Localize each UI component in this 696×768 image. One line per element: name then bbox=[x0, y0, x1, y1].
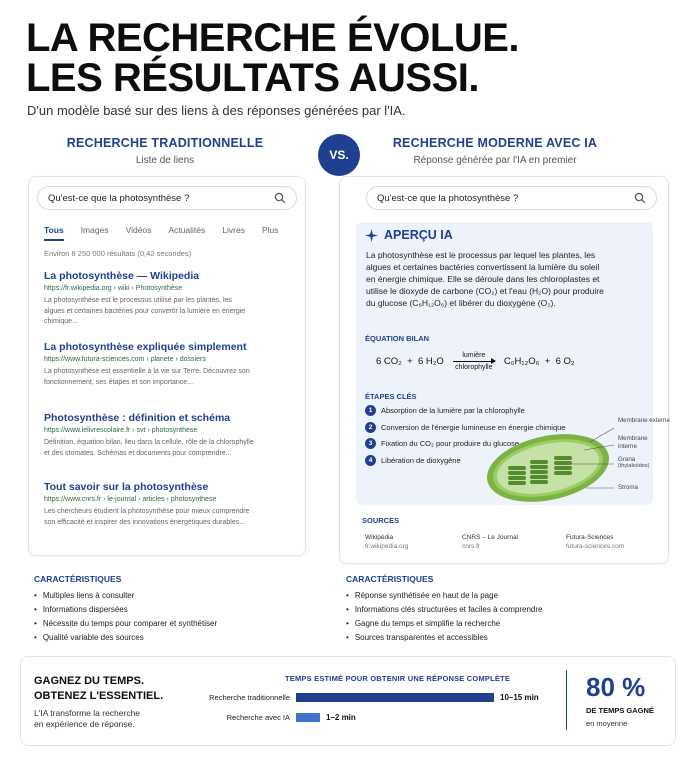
characteristic-item: • Gagne du temps et simplifie la recherche bbox=[346, 616, 542, 630]
result-title[interactable]: La photosynthèse — Wikipedia bbox=[44, 270, 200, 282]
right-characteristics-title: CARACTÉRISTIQUES bbox=[346, 574, 434, 584]
search-result bbox=[44, 481, 254, 528]
step-number: 3 bbox=[365, 438, 376, 449]
step-number: 4 bbox=[365, 455, 376, 466]
tab-livres[interactable]: Livres bbox=[222, 225, 245, 235]
right-characteristics-list bbox=[346, 588, 542, 644]
characteristic-item: • Sources transparentes et accessibles bbox=[346, 630, 542, 644]
result-title[interactable]: Photosynthèse : définition et schéma bbox=[44, 412, 231, 424]
result-description: Les chercheurs étudient la photosynthèse pour mieux comprendre son efficacité et inspirer des innovations énergétiques durables... bbox=[44, 508, 250, 526]
bar-value-label: 1–2 min bbox=[326, 713, 356, 722]
banner-title-line-1: GAGNEZ DU TEMPS. bbox=[34, 675, 145, 687]
source-name: Wikipédia bbox=[365, 534, 394, 541]
right-column-heading bbox=[360, 136, 630, 166]
time-saved-label: DE TEMPS GAGNÉ bbox=[586, 706, 654, 715]
sparkle-icon bbox=[365, 229, 378, 242]
source-item[interactable] bbox=[566, 533, 624, 551]
search-tabs bbox=[44, 225, 296, 241]
characteristic-item: • Nécessite du temps pour comparer et synthétiser bbox=[34, 616, 217, 630]
search-icon[interactable] bbox=[634, 192, 646, 204]
banner-divider bbox=[566, 670, 567, 730]
label-membrane-interne: Membrane interne bbox=[618, 435, 648, 450]
chloroplast-illustration bbox=[486, 420, 616, 510]
arrow-line bbox=[453, 361, 495, 362]
time-chart-title: TEMPS ESTIMÉ POUR OBTENIR UNE RÉPONSE COMPLÈTE bbox=[285, 674, 511, 683]
tab-videos[interactable]: Vidéos bbox=[125, 225, 152, 235]
ai-answer-text: La photosynthèse est le processus par lequel les plantes, les algues et certaines bactéries convertissent la lumière du soleil en énergie chimique. Elle se déroule dans les chloroplastes et utilise le dioxyde de carbone (CO₂) et l'eau (H₂O) pour produire du glucose (C₆H₁₂O₆) et libérer du dioxygène (O₂). bbox=[366, 250, 604, 308]
right-heading-title: RECHERCHE MODERNE AVEC IA bbox=[392, 136, 598, 150]
result-url[interactable]: https://www.futura-sciences.com › planete › dossiers bbox=[44, 356, 206, 363]
source-name: CNRS – Le Journal bbox=[462, 534, 518, 541]
tab-images[interactable]: Images bbox=[80, 225, 109, 235]
left-column-heading bbox=[30, 136, 300, 166]
step-number: 2 bbox=[365, 422, 376, 433]
left-characteristics-title: CARACTÉRISTIQUES bbox=[34, 574, 122, 584]
source-url: futura-sciences.com bbox=[566, 543, 625, 550]
right-heading-subtitle: Réponse générée par l'IA en premier bbox=[413, 155, 577, 166]
equation-products: C₆H₁₂O₆ + 6 O₂ bbox=[503, 356, 575, 367]
title-line-2: LES RÉSULTATS AUSSI. bbox=[26, 56, 479, 100]
source-name: Futura-Sciences bbox=[566, 534, 614, 541]
step-number: 1 bbox=[365, 405, 376, 416]
banner-text-line-1: L'IA transforme la recherche bbox=[34, 708, 141, 718]
characteristic-item: • Multiples liens à consulter bbox=[34, 588, 217, 602]
bar-ai bbox=[296, 713, 320, 722]
result-title[interactable]: Tout savoir sur la photosynthèse bbox=[44, 481, 209, 493]
vs-badge: VS. bbox=[318, 134, 360, 176]
banner-title-line-2: OBTENEZ L'ESSENTIEL. bbox=[34, 690, 164, 702]
left-heading-title: RECHERCHE TRADITIONNELLE bbox=[66, 136, 264, 150]
search-query-text: Qu'est-ce que la photosynthèse ? bbox=[377, 192, 519, 204]
source-item[interactable] bbox=[462, 533, 518, 551]
result-stats: Environ 8 250 000 résultats (0,42 secondes) bbox=[44, 249, 192, 258]
bar-category-label: Recherche traditionnelle bbox=[209, 693, 290, 702]
bar-traditional bbox=[296, 693, 494, 702]
characteristic-item: • Informations dispersées bbox=[34, 602, 217, 616]
label-membrane-externe: Membrane externe bbox=[618, 417, 670, 424]
tab-plus[interactable]: Plus bbox=[261, 225, 279, 235]
search-result bbox=[44, 412, 254, 459]
search-query-text: Qu'est-ce que la photosynthèse ? bbox=[48, 192, 190, 204]
bar-category-label: Recherche avec IA bbox=[226, 713, 290, 722]
source-url: fr.wikipedia.org bbox=[365, 543, 409, 550]
banner-text bbox=[34, 708, 140, 730]
result-description: La photosynthèse est essentielle à la vie sur Terre. Découvrez son fonctionnement, ses étapes et son importance... bbox=[44, 368, 250, 386]
bar-value-label: 10–15 min bbox=[500, 693, 539, 702]
result-description: La photosynthèse est le processus utilisé par les plantes, les algues et certaines bactéries pour convertir la lumière en énergie chimique... bbox=[44, 297, 246, 325]
label-grana-note: (thylakoïdes) bbox=[618, 463, 650, 469]
ai-overview-title bbox=[365, 228, 453, 242]
arrow-condition-top: lumière bbox=[462, 352, 486, 359]
time-saved-sub: en moyenne bbox=[586, 719, 628, 728]
search-result bbox=[44, 341, 254, 388]
sources-label: SOURCES bbox=[362, 516, 400, 525]
characteristic-item: • Qualité variable des sources bbox=[34, 630, 217, 644]
characteristic-item: • Réponse synthétisée en haut de la page bbox=[346, 588, 542, 602]
left-characteristics-list bbox=[34, 588, 217, 644]
result-url[interactable]: https://www.lelivrescolaire.fr › svt › photosynthese bbox=[44, 427, 198, 434]
tab-actualites[interactable]: Actualités bbox=[168, 225, 206, 235]
result-url[interactable]: https://www.cnrs.fr › le-journal › articles › photosynthese bbox=[44, 496, 217, 503]
search-result bbox=[44, 270, 254, 328]
step-item bbox=[365, 406, 565, 416]
steps-label: ÉTAPES CLÉS bbox=[365, 392, 417, 401]
banner-title bbox=[34, 674, 163, 704]
search-icon[interactable] bbox=[274, 192, 286, 204]
ai-search-input[interactable] bbox=[366, 186, 657, 210]
left-heading-subtitle: Liste de liens bbox=[135, 155, 195, 166]
ai-title-text: APERÇU IA bbox=[384, 228, 453, 242]
title-line-1: LA RECHERCHE ÉVOLUE. bbox=[26, 16, 520, 60]
label-grana: Grana bbox=[618, 456, 636, 463]
chemical-equation bbox=[376, 352, 575, 371]
result-url[interactable]: https://fr.wikipedia.org › wiki › Photosynthèse bbox=[44, 285, 183, 292]
result-title[interactable]: La photosynthèse expliquée simplement bbox=[44, 341, 247, 353]
equation-arrow bbox=[453, 352, 495, 371]
step-text: Libération de dioxygène bbox=[381, 455, 461, 465]
equation-reactants: 6 CO₂ + 6 H₂O bbox=[376, 356, 444, 367]
time-saved-percent: 80 % bbox=[586, 672, 646, 702]
arrow-condition-bottom: chlorophylle bbox=[455, 364, 493, 371]
page-title bbox=[26, 18, 519, 98]
page-subtitle: D'un modèle basé sur des liens à des réponses générées par l'IA. bbox=[27, 103, 406, 118]
label-stroma: Stroma bbox=[618, 484, 638, 491]
step-text: Absorption de la lumière par la chlorophylle bbox=[381, 406, 525, 416]
traditional-search-input[interactable] bbox=[37, 186, 297, 210]
step-text: Conversion de l'énergie lumineuse en énergie chimique bbox=[381, 422, 566, 432]
source-url: cnrs.fr bbox=[462, 543, 481, 550]
characteristic-item: • Informations clés structurées et faciles à comprendre bbox=[346, 602, 542, 616]
equation-label: ÉQUATION BILAN bbox=[365, 334, 430, 343]
step-text: Fixation du CO₂ pour produire du glucose bbox=[381, 439, 519, 449]
banner-text-line-2: en expérience de réponse. bbox=[34, 719, 135, 729]
source-item[interactable] bbox=[365, 533, 408, 551]
tab-tous[interactable]: Tous bbox=[44, 225, 64, 241]
result-description: Définition, équation bilan, lieu dans la cellule, rôle de la chlorophylle et des stomates. Schémas et documents pour comprendre... bbox=[44, 439, 254, 457]
